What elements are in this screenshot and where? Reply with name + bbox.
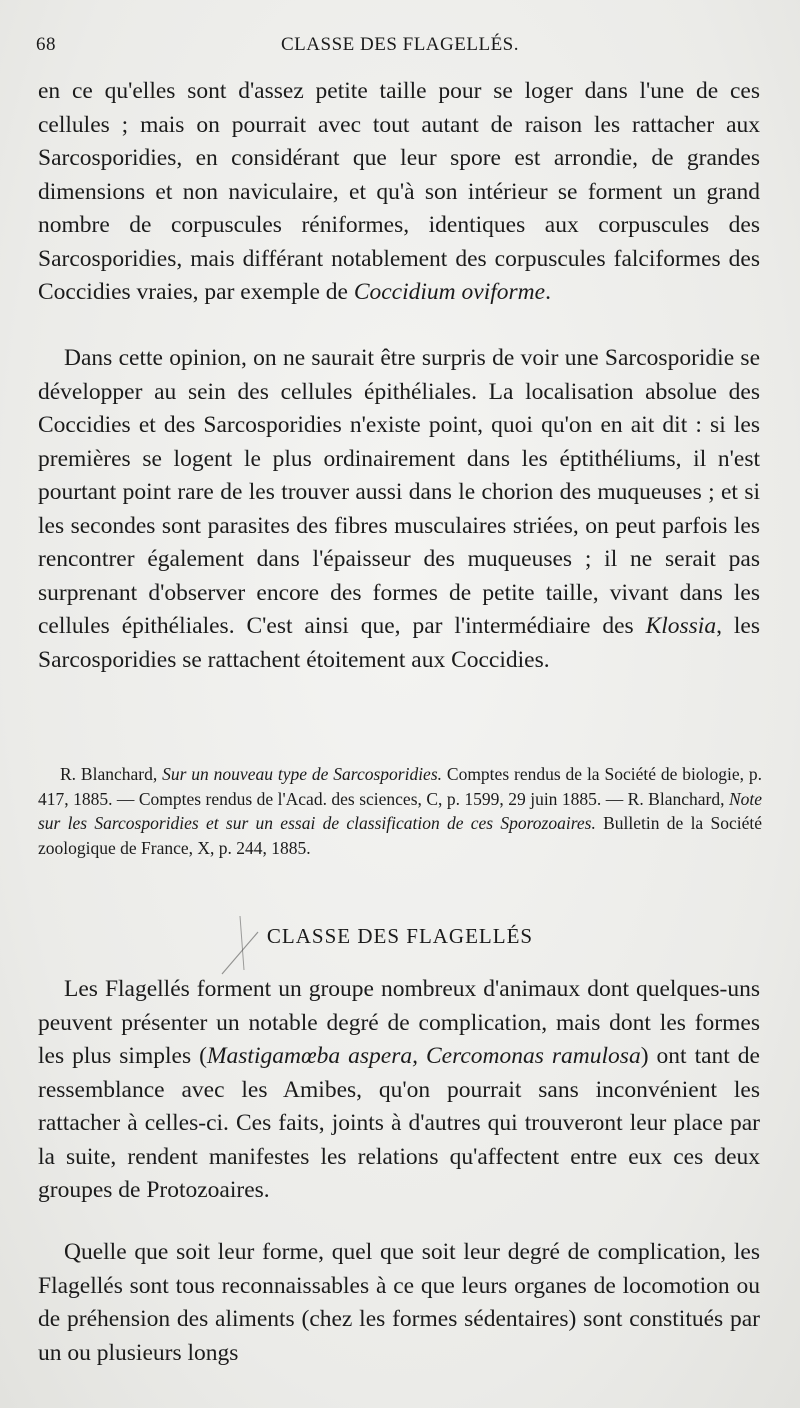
paragraph-2-italic: Klossia bbox=[645, 613, 717, 639]
reference-italic-2: Note sur les Sarcosporidies et sur un essai de classification de ces Sporozoaires. bbox=[38, 788, 762, 834]
section-title: CLASSE DES FLAGELLÉS bbox=[266, 924, 534, 948]
paragraph-2-end: , les Sarcosporidies se rattachent étoitement aux Coccidies. bbox=[38, 613, 760, 673]
page-number: 68 bbox=[36, 34, 56, 55]
paragraph-1 bbox=[38, 75, 760, 310]
paragraph-3-italic: Mastigamœba aspera, Cercomonas ramulosa bbox=[206, 1043, 641, 1069]
paragraph-4 bbox=[38, 1236, 760, 1370]
reference-text-1: R. Blanchard, bbox=[60, 764, 163, 784]
running-title: CLASSE DES FLAGELLÉS. bbox=[281, 34, 519, 55]
paragraph-3-text: Les Flagellés forment un groupe nombreux d'animaux dont quelques-uns peuvent présenter un notable degré de complication, mais dont les formes les plus simples ( bbox=[38, 976, 760, 1069]
paragraph-2-text: Dans cette opinion, on ne saurait être surpris de voir une Sarcosporidie se développer au sein des cellules épithéliales. La localisation absolue des Coccidies et des Sarcosporidies n'existe point, quoi qu'on en ait dit : si les premières se logent le plus ordinairement dans les éptithéliums, il n'est pourtant point rare de les trouver aussi dans le chorion des muqueuses ; et si les secondes sont parasites des fibres musculaires striées, on peut parfois les rencontrer également dans l'épaisseur des muqueuses ; il ne serait pas surprenant d'observer encore des formes de petite taille, vivant dans les cellules épithéliales. C'est ainsi que, par l'intermédiaire des bbox=[38, 345, 760, 639]
reference-text-3: Bulletin de la Société zoologique de France, X, p. 244, 1885. bbox=[38, 813, 762, 858]
running-header bbox=[36, 34, 764, 60]
paragraph-1-text: en ce qu'elles sont d'assez petite taille pour se loger dans l'une de ces cellules ; mais on pourrait avec tout autant de raison les rattacher aux Sarcosporidies, en considérant que leur spore est arrondie, de grandes dimensions et non naviculaire, et qu'à son intérieur se forment un grand nombre de corpuscules réniformes, identiques aux corpuscules des Sarcosporidies, mais différant notablement des corpuscules falciformes des Coccidies vraies, par exemple de bbox=[38, 78, 760, 305]
paragraph-3 bbox=[38, 973, 760, 1208]
paragraph-3-end: ) ont tant de ressemblance avec les Amibes, qu'on pourrait sans inconvénient les rattacher à celles-ci. Ces faits, joints à d'autres qui trouveront leur place par la suite, rendent manifestes les relations qu'affectent entre eux ces deux groupes de Protozoaires. bbox=[38, 1043, 760, 1203]
reference-italic-1: Sur un nouveau type de Sarcosporidies. bbox=[162, 764, 443, 784]
reference-text-2: Comptes rendus de la Société de biologie, p. 417, 1885. — Comptes rendus de l'Acad. des sciences, C, p. 1599, 29 juin 1885. — R. Blanchard, bbox=[38, 764, 762, 809]
paragraph-2 bbox=[38, 342, 760, 677]
paragraph-1-italic: Coccidium oviforme bbox=[353, 279, 546, 305]
paragraph-1-end: . bbox=[545, 279, 551, 305]
paragraph-4-text: Quelle que soit leur forme, quel que soit leur degré de complication, les Flagellés sont tous reconnaissables à ce que leurs organes de locomotion ou de préhension des aliments (chez les formes sédentaires) sont constitués par un ou plusieurs longs bbox=[38, 1239, 760, 1366]
bibliographic-reference bbox=[38, 762, 762, 860]
